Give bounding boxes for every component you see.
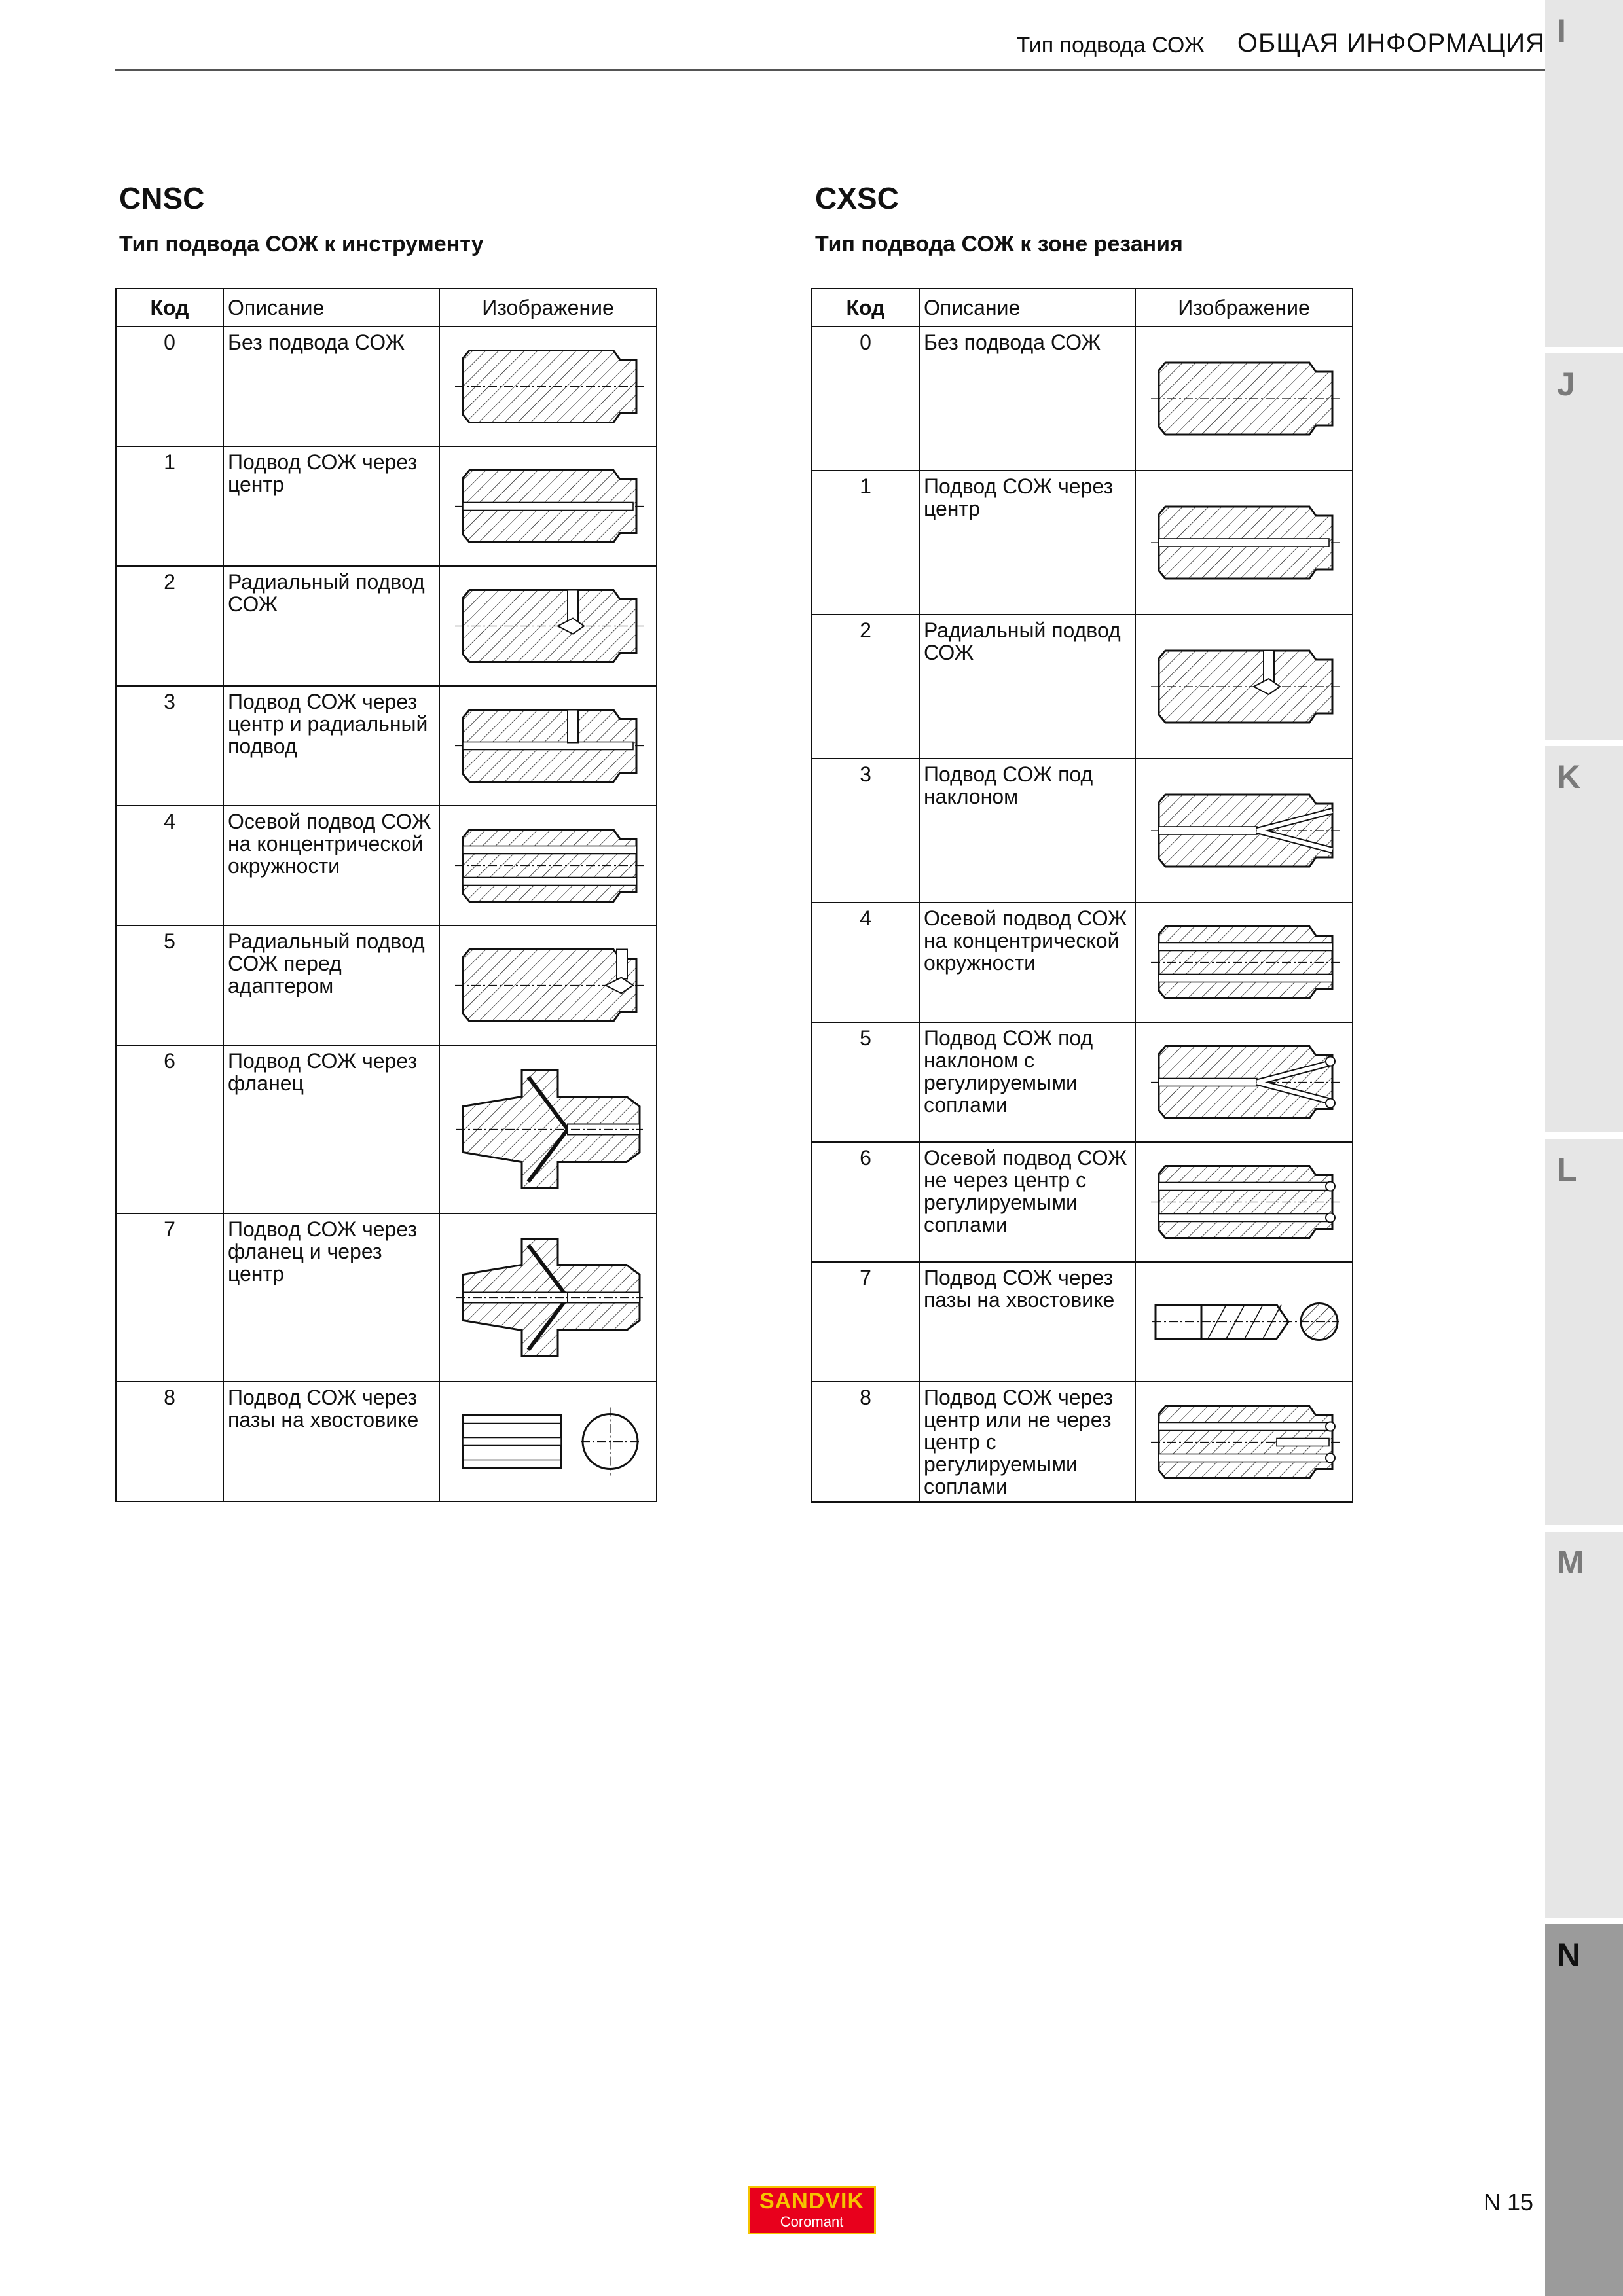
- row-image: [1135, 471, 1353, 615]
- tab-i[interactable]: I: [1545, 0, 1623, 353]
- table-row: [812, 759, 1353, 903]
- row-description: Радиальный подвод СОЖ перед адаптером: [223, 925, 439, 1045]
- concentric-channels-icon: [450, 814, 646, 918]
- flange-channel-icon: [450, 1053, 646, 1206]
- row-image: [439, 566, 657, 686]
- row-code: 0: [812, 327, 919, 471]
- row-description: Подвод СОЖ под наклоном: [919, 759, 1135, 903]
- radial-channel-icon: [450, 574, 646, 678]
- row-image: [439, 925, 657, 1045]
- table-row: [116, 686, 657, 806]
- row-image: [439, 1382, 657, 1501]
- row-image: [439, 686, 657, 806]
- table-row: [116, 806, 657, 925]
- row-image: [439, 327, 657, 446]
- table-row: [812, 1022, 1353, 1142]
- right-subtitle: Тип подвода СОЖ к зоне резания: [815, 232, 1183, 257]
- row-code: 2: [116, 566, 223, 686]
- col-code: Код: [116, 289, 223, 327]
- row-description: Подвод СОЖ через фланец: [223, 1045, 439, 1213]
- page-number: N 15: [1484, 2189, 1534, 2215]
- header-chapter: ОБЩАЯ ИНФОРМАЦИЯ: [1237, 29, 1545, 58]
- table-row: [812, 903, 1353, 1022]
- table-row: [116, 446, 657, 566]
- col-description: Описание: [223, 289, 439, 327]
- row-image: [439, 806, 657, 925]
- tab-n[interactable]: N: [1545, 1924, 1623, 2296]
- table-row: [812, 615, 1353, 759]
- row-code: 3: [116, 686, 223, 806]
- shank-flutes-icon: [1146, 1270, 1342, 1374]
- tab-l[interactable]: L: [1545, 1139, 1623, 1532]
- row-description: Осевой подвод СОЖ на концентрической окружности: [919, 903, 1135, 1022]
- row-image: [1135, 1382, 1353, 1502]
- row-image: [439, 1213, 657, 1382]
- row-description: Без подвода СОЖ: [223, 327, 439, 446]
- col-image: Изображение: [439, 289, 657, 327]
- row-code: 6: [812, 1142, 919, 1262]
- table-row: [116, 925, 657, 1045]
- row-code: 7: [116, 1213, 223, 1382]
- row-code: 4: [116, 806, 223, 925]
- shank-slots-icon: [450, 1390, 646, 1494]
- table-row: [116, 1382, 657, 1501]
- row-description: Подвод СОЖ через центр: [223, 446, 439, 566]
- row-code: 4: [812, 903, 919, 1022]
- center-or-offcenter-nozzles-icon: [1146, 1390, 1342, 1494]
- row-code: 5: [812, 1022, 919, 1142]
- row-description: Без подвода СОЖ: [919, 327, 1135, 471]
- row-description: Подвод СОЖ через пазы на хвостовике: [919, 1262, 1135, 1382]
- cxsc-table: [811, 288, 1353, 1503]
- table-row: [812, 1382, 1353, 1502]
- row-image: [1135, 759, 1353, 903]
- row-description: Подвод СОЖ через центр: [919, 471, 1135, 615]
- row-code: 8: [812, 1382, 919, 1502]
- row-code: 2: [812, 615, 919, 759]
- right-title: CXSC: [815, 181, 899, 215]
- row-image: [1135, 1022, 1353, 1142]
- row-code: 7: [812, 1262, 919, 1382]
- plain-body-icon: [1146, 334, 1342, 463]
- table-row: [812, 1142, 1353, 1262]
- row-code: 5: [116, 925, 223, 1045]
- center-channel-icon: [1146, 478, 1342, 607]
- row-image: [1135, 1142, 1353, 1262]
- tab-m[interactable]: M: [1545, 1532, 1623, 1924]
- table-row: [116, 566, 657, 686]
- sandvik-coromant-logo: SANDVIK Coromant: [748, 2186, 876, 2234]
- col-code: Код: [812, 289, 919, 327]
- row-description: Подвод СОЖ под наклоном с регулируемыми соплами: [919, 1022, 1135, 1142]
- table-row: [812, 471, 1353, 615]
- row-image: [1135, 903, 1353, 1022]
- row-description: Радиальный подвод СОЖ: [919, 615, 1135, 759]
- center-channel-icon: [450, 454, 646, 558]
- row-description: Подвод СОЖ через центр или не через центр с регулируемыми соплами: [919, 1382, 1135, 1502]
- row-code: 0: [116, 327, 223, 446]
- row-description: Подвод СОЖ через фланец и через центр: [223, 1213, 439, 1382]
- page-header: [115, 26, 1545, 71]
- cnsc-table: [115, 288, 657, 1502]
- row-image: [1135, 615, 1353, 759]
- center-radial-channel-icon: [450, 694, 646, 798]
- col-description: Описание: [919, 289, 1135, 327]
- row-description: Осевой подвод СОЖ не через центр с регулируемыми соплами: [919, 1142, 1135, 1262]
- col-image: Изображение: [1135, 289, 1353, 327]
- left-title: CNSC: [119, 181, 205, 215]
- row-image: [1135, 327, 1353, 471]
- row-description: Подвод СОЖ через центр и радиальный подвод: [223, 686, 439, 806]
- table-row: [116, 1213, 657, 1382]
- table-row: [812, 327, 1353, 471]
- index-sidebar: [1545, 0, 1623, 2296]
- row-image: [1135, 1262, 1353, 1382]
- table-row: [116, 327, 657, 446]
- flange-center-channel-icon: [450, 1221, 646, 1374]
- table-row: [116, 1045, 657, 1213]
- row-code: 6: [116, 1045, 223, 1213]
- angled-adjustable-nozzles-icon: [1146, 1030, 1342, 1134]
- row-description: Радиальный подвод СОЖ: [223, 566, 439, 686]
- row-code: 1: [812, 471, 919, 615]
- row-description: Осевой подвод СОЖ на концентрической окружности: [223, 806, 439, 925]
- row-code: 3: [812, 759, 919, 903]
- concentric-channels-icon: [1146, 910, 1342, 1014]
- table-row: [812, 1262, 1353, 1382]
- row-code: 1: [116, 446, 223, 566]
- angled-channel-icon: [1146, 766, 1342, 895]
- row-image: [439, 1045, 657, 1213]
- tab-k[interactable]: K: [1545, 746, 1623, 1139]
- row-description: Подвод СОЖ через пазы на хвостовике: [223, 1382, 439, 1501]
- radial-channel-icon: [1146, 622, 1342, 751]
- row-code: 8: [116, 1382, 223, 1501]
- tab-j[interactable]: J: [1545, 353, 1623, 746]
- offcenter-adjustable-nozzles-icon: [1146, 1150, 1342, 1254]
- left-subtitle: Тип подвода СОЖ к инструменту: [119, 232, 484, 257]
- row-image: [439, 446, 657, 566]
- header-section: Тип подвода СОЖ: [1016, 33, 1205, 58]
- plain-body-icon: [450, 334, 646, 439]
- radial-before-adapter-icon: [450, 933, 646, 1037]
